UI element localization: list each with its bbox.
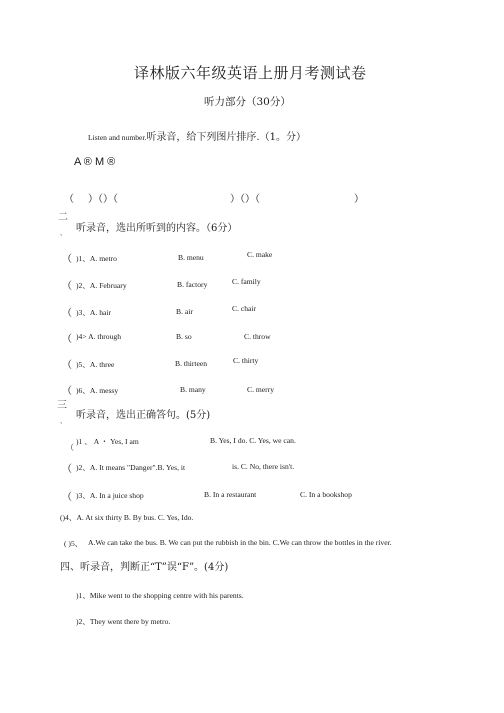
part3-heading: 听录音，选出正确答句。(5分) bbox=[76, 410, 211, 421]
part1-instruction bbox=[88, 125, 306, 144]
part2-q1-paren: （ bbox=[62, 254, 72, 265]
part3-q2-bc: is. C. No, there isn't. bbox=[232, 462, 295, 471]
part3-q5-text: A.We can take the bus. B. We can put the rubbish in the bin. C.We can throw the bottles in the river. bbox=[88, 538, 392, 547]
part4-q1: )1、Mike went to the shopping centre with his parents. bbox=[76, 591, 244, 600]
part1-instruction-en: Listen and number. bbox=[88, 133, 147, 142]
part1-blank-1: （ bbox=[64, 194, 74, 205]
part3-q3-b: B. In a restaurant bbox=[204, 490, 257, 499]
part4-heading: 四、听录音，判断正“T”误“F”。(4分) bbox=[60, 562, 229, 573]
part2-q1-a: )1、A. metro bbox=[76, 254, 117, 263]
part2-q2-a: )2、A. February bbox=[76, 281, 127, 290]
part2-q2-paren: （ bbox=[62, 281, 72, 292]
part3-q2-a: )2、A. It means "Danger".B. Yes, it bbox=[76, 463, 186, 472]
part2-q4-b: B. so bbox=[176, 332, 192, 341]
part1-blank-2: ）（）（ bbox=[88, 194, 118, 205]
part1-pictures: A ® M ® bbox=[74, 156, 116, 168]
part3-q2-paren: （ bbox=[62, 464, 72, 475]
part2-q2-b: B. factory bbox=[177, 280, 208, 289]
part3-q3-a: )3、A. In a juice shop bbox=[76, 491, 144, 500]
part3-q4: ()4、A. At six thirty B. By bus. C. Yes, Ido. bbox=[60, 513, 194, 522]
part2-q3-c: C. chair bbox=[232, 304, 257, 313]
part4-q2: )2、They went there by metro. bbox=[76, 617, 171, 626]
part3-q1-a: )1 、 A ・ Yes, I am bbox=[76, 437, 139, 446]
part2-q4-a: )4> A. through bbox=[76, 332, 121, 341]
part3-number-mark: 、 bbox=[60, 418, 67, 425]
part1-blank-4: ） bbox=[354, 194, 364, 205]
part3-q3-c: C. In a bookshop bbox=[300, 490, 352, 499]
part3-number: 三 bbox=[57, 400, 67, 411]
part2-q5-c: C. thirty bbox=[233, 356, 259, 365]
part2-q6-c: C. merry bbox=[247, 385, 274, 394]
part2-q1-c: C. make bbox=[247, 250, 273, 259]
part2-q3-paren: （ bbox=[62, 308, 72, 319]
part2-q2-c: C. family bbox=[232, 277, 261, 286]
part2-q5-b: B. thirteen bbox=[175, 359, 208, 368]
part2-number: 二 bbox=[58, 212, 68, 223]
part2-heading: 听录音，选出所听到的内容。（6分） bbox=[76, 223, 238, 234]
part2-q3-b: B. air bbox=[176, 307, 193, 316]
part2-q4-c: C. throw bbox=[244, 332, 271, 341]
part3-q1-bc: B. Yes, I do. C. Yes, we can. bbox=[210, 436, 296, 445]
part2-q5-paren: （ bbox=[62, 360, 72, 371]
part2-q6-a: )6、A. messy bbox=[76, 386, 119, 395]
page-subtitle: 听力部分（30分） bbox=[204, 96, 291, 108]
part3-q1-paren: （ bbox=[66, 443, 74, 452]
part3-q3-paren: （ bbox=[62, 492, 72, 503]
part1-instruction-cn: 听录音，给下列图片排序.（1。分） bbox=[146, 132, 306, 143]
part2-q3-a: )3、A. hair bbox=[76, 308, 112, 317]
part2-q1-b: B. menu bbox=[178, 253, 204, 262]
part1-blank-3: ）（）（ bbox=[230, 194, 260, 205]
part2-q6-b: B. many bbox=[180, 385, 206, 394]
part2-number-mark: 、 bbox=[60, 230, 67, 237]
part2-q6-paren: （ bbox=[62, 386, 72, 397]
part2-q5-a: )5、A. three bbox=[76, 360, 115, 369]
part2-q4-paren: （ bbox=[62, 334, 72, 345]
page-title: 译林版六年级英语上册月考测试卷 bbox=[134, 64, 367, 82]
part3-q5-num: ( )5、 bbox=[64, 539, 83, 548]
